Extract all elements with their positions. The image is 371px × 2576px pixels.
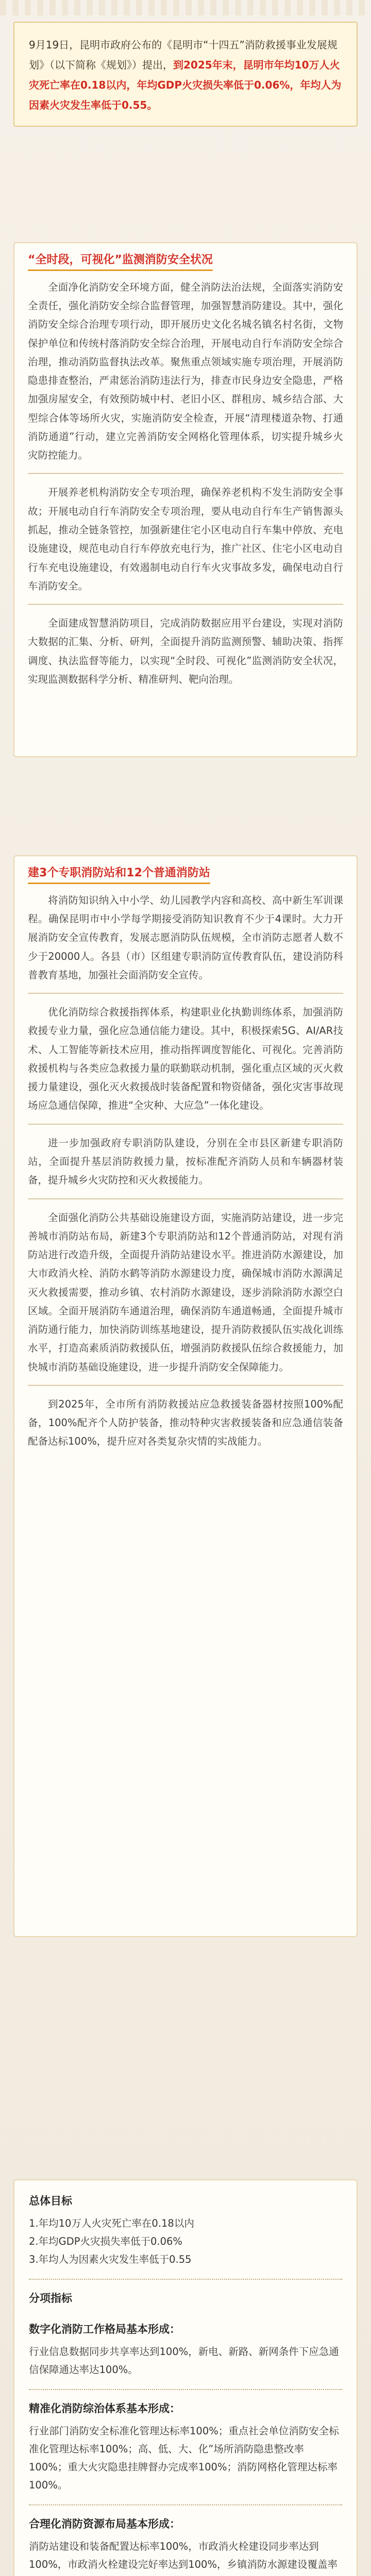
group-head: 精准化消防综治体系基本形成：	[29, 2402, 180, 2415]
dotted-divider	[29, 2504, 342, 2505]
divider	[28, 1198, 343, 1199]
group-head: 合理化消防资源布局基本形成：	[29, 2518, 180, 2531]
target-item: 2.年均GDP火灾损失率低于0.06%	[29, 2235, 182, 2247]
sub-index-title: 分项指标	[29, 2292, 72, 2305]
divider	[28, 473, 343, 474]
paragraph: 优化消防综合救援指挥体系，构建职业化执勤训练体系，加强消防救援专业力量，强化应急通信能力建设。其中，积极探索5G、AI/AR技术、人工智能等新技术应用，推动指挥调度智能化、可视化。完善消防救援机构与各类应急救援力量的联勤联动机制，强化重点区域的灭火救援力量建设，强化灭火救援战时装备配置和物资储备，强化灾害事故现场应急通信保障，推进“全灾种、大应急”一体化建设。	[28, 1006, 343, 1112]
section-fire-stations	[13, 855, 358, 1937]
section-fire-monitoring	[13, 242, 358, 757]
group-body: 行业部门消防安全标准化管理达标率100%；重点社会单位消防安全标准化管理达标率100%；高、低、大、化”场所消防隐患整改率100%；重大火灾隐患挂牌督办完成率100%；消防网格化管理达标率100%。	[29, 2425, 339, 2491]
section-title: 建3个专职消防站和12个普通消防站	[28, 866, 210, 884]
paragraph: 全面建成智慧消防项目，完成消防数据应用平台建设，实现对消防大数据的汇集、分析、研判，全面提升消防监测预警、辅助决策、指挥调度、执法监督等能力，以实现“全时段、可视化”监测消防安全状况，实现监测数据科学分析、精准研判、靶向治理。	[28, 617, 343, 685]
dotted-divider	[29, 2389, 342, 2390]
group-head: 数字化消防工作格局基本形成：	[29, 2323, 180, 2335]
targets-panel	[13, 2179, 358, 2576]
divider	[28, 1124, 343, 1125]
intro-highlight: 到2025年末，昆明市年均10万人火灾死亡率在0.18以内，年均GDP火灾损失率低于0.06%，年均人为因素火灾发生率低于0.55。	[29, 59, 342, 111]
paragraph: 全面净化消防安全环境方面，健全消防法治法规，全面落实消防安全责任，强化消防安全综合监督管理，加强智慧消防建设。其中，强化消防安全综合治理专项行动，即开展历史文化名城名镇名村名街，文物保护单位和传统村落消防安全综合治理，开展电动自行车消防安全综合治理，推动消防监督执法改革。聚焦重点领域实施专项治理，开展消防隐患排查整治，严肃惩治消防违法行为，排查市民身边安全隐患，严格加强房屋安全，有效预防城中村、老旧小区、群租房、城乡结合部、大型综合体等场所火灾，实施消防安全检查，开展“清理楼道杂物、打通消防通道”行动，建立完善消防安全网格化管理体系，切实提升城乡火灾防控能力。	[28, 281, 343, 462]
group-body: 消防站建设和装备配置达标率100%，市政消火栓建设同步率达到100%，市政消火栓建设完好率达到100%，乡镇消防水源建设覆盖率	[29, 2540, 338, 2570]
paragraph: 到2025年，全市所有消防救援站应急救援装备器材按照100%配备，100%配齐个人防护装备，推动特种灾害救援装备和应急通信装备配备达标100%，提升应对各类复杂灾情的实战能力。	[28, 1398, 343, 1448]
divider	[28, 993, 343, 994]
divider	[28, 604, 343, 605]
paragraph: 进一步加强政府专职消防队建设，分别在全市县区新建专职消防站，全面提升基层消防救援力量，按标准配齐消防人员和车辆器材装备，提升城乡火灾防控和灭火救援能力。	[28, 1137, 343, 1187]
target-item: 3.年均人为因素火灾发生率低于0.55	[29, 2253, 192, 2265]
dotted-divider	[29, 2279, 342, 2280]
section-title: “全时段，可视化”监测消防安全状况	[28, 252, 213, 271]
divider	[28, 1385, 343, 1386]
intro-text: 9月19日，昆明市政府公布的《昆明市“十四五”消防救援事业发展规划》（以下简称《规划》）提出，	[29, 39, 338, 71]
top-decoration	[0, 0, 371, 15]
paragraph: 开展养老机构消防安全专项治理，确保养老机构不发生消防安全事故；开展电动自行车消防安全专项治理，要从电动自行车生产销售源头抓起，推动全链条管控，加强新建住宅小区电动自行车集中停放、充电设施建设，规范电动自行车停放充电行为，推广社区、住宅小区电动自行车充电设施建设，有效遏制电动自行车火灾事故多发，确保电动自行车消防安全。	[28, 486, 343, 592]
overall-target-title: 总体目标	[29, 2195, 72, 2207]
paragraph: 全面强化消防公共基础设施建设方面，实施消防站建设，进一步完善城市消防站布局，新建3个专职消防站和12个普通消防站，对现有消防站进行改造升级，全面提升消防站建设水平。推进消防水源建设，加大市政消火栓、消防水鹤等消防水源建设力度，确保城市消防水源满足灭火救援需要，推动乡镇、农村消防水源建设，逐步消除消防水源空白区域。全面开展消防车通道治理，确保消防车通道畅通，全面提升城市消防通行能力，加快消防训练基地建设，提升消防救援队伍实战化训练水平，打造高素质消防救援队伍，增强消防救援队伍综合救援能力，加快城市消防基础设施建设，进一步提升消防安全保障能力。	[28, 1211, 343, 1373]
group-body: 行业信息数据同步共享率达到100%，新电、新路、新网条件下应急通信保障通达率达100%。	[29, 2345, 339, 2376]
target-item: 1.年均10万人火灾死亡率在0.18以内	[29, 2217, 194, 2229]
paragraph: 将消防知识纳入中小学、幼儿园教学内容和高校、高中新生军训课程。确保昆明市中小学每学期接受消防知识教育不少于4课时。大力开展消防安全宣传教育，发展志愿消防队伍规模，全市消防志愿者人数不少于20000人。各县（市）区组建专职消防宣传教育队伍，建设消防科普教育基地，加强社会面消防安全宣传。	[28, 894, 343, 981]
intro-box	[13, 22, 358, 127]
